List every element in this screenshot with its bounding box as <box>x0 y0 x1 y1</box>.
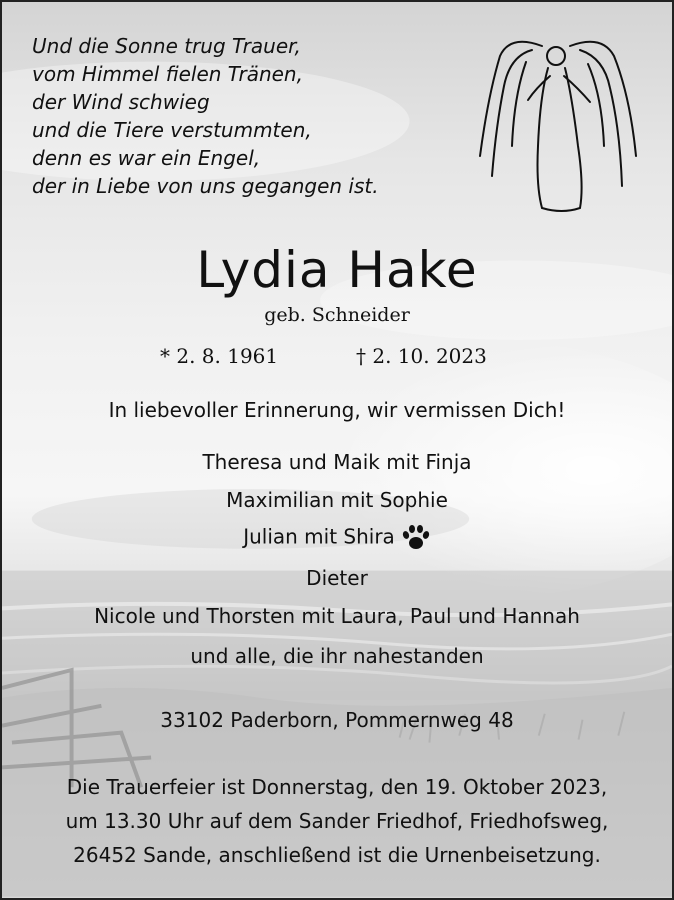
mourner-line: Theresa und Maik mit Finja <box>202 450 472 474</box>
poem-line: Und die Sonne trug Trauer, <box>32 34 301 58</box>
maiden-name: geb. Schneider <box>264 304 410 326</box>
birth-date: * 2. 8. 1961 <box>160 344 279 368</box>
mourner-line: Maximilian mit Sophie <box>226 488 448 512</box>
angel-icon <box>470 36 646 216</box>
poem-line: der in Liebe von uns gegangen ist. <box>32 174 379 198</box>
funeral-line: Die Trauerfeier ist Donnerstag, den 19. Oktober 2023, <box>66 775 608 799</box>
mourner-line-with-pet <box>2 524 672 552</box>
mourner-line: Nicole und Thorsten mit Laura, Paul und Hannah <box>94 604 580 628</box>
poem-line: und die Tiere verstummten, <box>32 118 312 142</box>
poem-line: vom Himmel fielen Tränen, <box>32 62 303 86</box>
funeral-line: um 13.30 Uhr auf dem Sander Friedhof, Friedhofsweg, <box>65 809 609 833</box>
poem <box>32 32 452 200</box>
death-date: † 2. 10. 2023 <box>356 344 487 368</box>
poem-line: der Wind schwieg <box>32 90 210 114</box>
mourner-line: Dieter <box>306 566 368 590</box>
mourner-line: und alle, die ihr nahestanden <box>190 644 484 668</box>
remembrance-text: In liebevoller Erinnerung, wir vermissen Dich! <box>108 398 566 422</box>
funeral-line: 26452 Sande, anschließend ist die Urnenbeisetzung. <box>73 843 601 867</box>
mourner-line: Julian mit Shira <box>243 524 395 549</box>
poem-line: denn es war ein Engel, <box>32 146 261 170</box>
deceased-name: Lydia Hake <box>196 241 478 299</box>
paw-print-icon <box>401 524 431 552</box>
address: 33102 Paderborn, Pommernweg 48 <box>160 708 514 732</box>
funeral-info <box>2 770 672 872</box>
